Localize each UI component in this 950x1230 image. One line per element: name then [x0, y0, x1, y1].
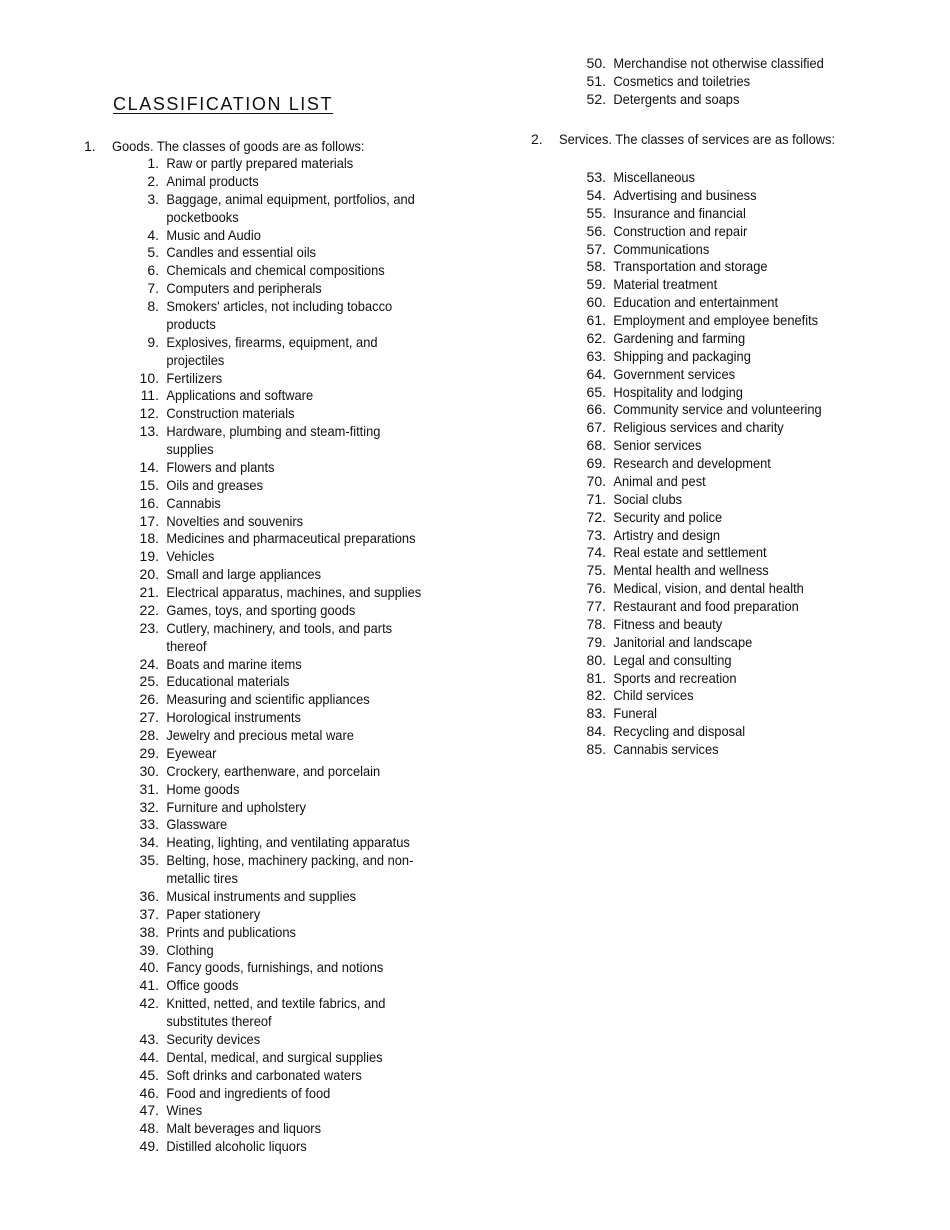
item-number: 72.	[586, 508, 606, 525]
item-label: Recycling and disposal	[613, 723, 746, 740]
list-item	[131, 1049, 444, 1067]
item-label: Senior services	[613, 437, 702, 454]
item-label: Detergents and soaps	[613, 90, 740, 107]
item-number: 85.	[586, 741, 606, 757]
list-item	[578, 687, 840, 705]
item-label: Animal and pest	[613, 472, 706, 489]
item-number: 29.	[139, 744, 159, 761]
goods-list-continued	[578, 55, 843, 109]
item-label: Novelties and souvenirs	[166, 512, 304, 529]
item-number: 37.	[139, 905, 159, 922]
section-number: 2.	[531, 131, 543, 147]
item-label: Insurance and financial	[613, 204, 746, 221]
item-number: 68.	[586, 437, 606, 454]
item-label: Security and police	[613, 508, 723, 525]
item-label: Measuring and scientific appliances	[166, 691, 370, 708]
item-label: Social clubs	[613, 490, 683, 507]
list-item	[578, 169, 840, 187]
list-item	[131, 691, 444, 709]
item-label: Government services	[613, 365, 736, 382]
list-item	[131, 244, 444, 262]
item-label: Chemicals and chemical compositions	[166, 262, 385, 279]
item-number: 23.	[139, 619, 159, 636]
item-number: 63.	[586, 347, 606, 364]
item-number: 52.	[586, 90, 606, 107]
item-number: 74.	[586, 544, 606, 561]
item-number: 65.	[586, 383, 606, 400]
item-label: Cutlery, machinery, and tools, and parts thereof	[166, 619, 393, 654]
item-label: Communications	[613, 240, 710, 257]
item-label: Construction and repair	[613, 222, 748, 239]
list-item	[578, 491, 840, 509]
item-label: Music and Audio	[166, 226, 261, 243]
list-item	[131, 656, 444, 674]
list-item	[131, 477, 444, 495]
item-label: Distilled alcoholic liquors	[166, 1138, 307, 1155]
section-heading: Services. The classes of services are as follows:	[559, 131, 836, 147]
list-item	[578, 616, 840, 634]
item-label: Material treatment	[613, 276, 718, 293]
list-item	[578, 527, 840, 545]
list-item	[131, 495, 444, 513]
list-item	[131, 1067, 444, 1085]
list-item	[131, 620, 444, 656]
item-label: Research and development	[613, 455, 771, 471]
section-number: 1.	[84, 138, 96, 154]
item-number: 5.	[147, 244, 159, 261]
item-number: 56.	[586, 222, 606, 239]
item-label: Belting, hose, machinery packing, and non- metallic tires	[166, 852, 414, 886]
item-number: 80.	[586, 651, 606, 668]
list-item	[131, 816, 444, 834]
item-label: Religious services and charity	[613, 419, 784, 436]
list-item	[131, 459, 444, 477]
item-label: Legal and consulting	[613, 651, 732, 668]
list-item	[578, 366, 840, 384]
item-number: 45.	[139, 1066, 159, 1083]
item-number: 58.	[586, 258, 606, 275]
item-number: 69.	[586, 455, 606, 471]
item-number: 24.	[139, 655, 159, 672]
list-item	[131, 924, 444, 942]
item-label: Artistry and design	[613, 526, 721, 543]
services-list	[578, 169, 840, 759]
item-number: 25.	[139, 673, 159, 690]
list-item	[131, 405, 444, 423]
item-number: 14.	[139, 458, 159, 475]
item-number: 15.	[139, 476, 159, 493]
item-number: 49.	[139, 1138, 159, 1155]
item-number: 20.	[139, 566, 159, 583]
item-number: 76.	[586, 580, 606, 597]
item-label: Gardening and farming	[613, 329, 746, 346]
item-label: Cannabis	[166, 494, 221, 511]
item-label: Home goods	[166, 780, 240, 797]
item-number: 83.	[586, 705, 606, 722]
list-item	[578, 598, 840, 616]
item-label: Baggage, animal equipment, portfolios, and pocketbooks	[166, 190, 415, 225]
item-label: Vehicles	[166, 548, 215, 565]
item-label: Raw or partly prepared materials	[166, 155, 354, 171]
list-item	[578, 384, 840, 402]
item-label: Office goods	[166, 977, 239, 994]
item-number: 84.	[586, 723, 606, 740]
item-label: Mental health and wellness	[613, 562, 769, 579]
list-item	[578, 473, 840, 491]
list-item	[131, 852, 444, 888]
item-label: Child services	[613, 687, 694, 704]
item-label: Paper stationery	[166, 905, 261, 922]
item-label: Education and entertainment	[613, 294, 779, 311]
item-number: 43.	[139, 1030, 159, 1047]
list-item	[131, 566, 444, 584]
item-label: Dental, medical, and surgical supplies	[166, 1048, 383, 1065]
item-label: Advertising and business	[613, 186, 757, 203]
item-label: Animal products	[166, 172, 259, 189]
list-item	[131, 977, 444, 995]
list-item	[578, 562, 840, 580]
list-item	[578, 205, 840, 223]
list-item	[131, 334, 444, 370]
item-label: Flowers and plants	[166, 458, 275, 475]
item-number: 36.	[139, 887, 159, 904]
item-label: Eyewear	[166, 744, 217, 761]
item-number: 19.	[139, 548, 159, 565]
list-item	[131, 298, 444, 334]
item-label: Security devices	[166, 1030, 261, 1047]
item-number: 42.	[139, 995, 159, 1012]
item-label: Electrical apparatus, machines, and supplies	[166, 584, 422, 600]
item-number: 77.	[586, 598, 606, 614]
list-item	[131, 227, 444, 245]
item-number: 32.	[139, 798, 159, 815]
list-item	[131, 370, 444, 388]
list-item	[578, 741, 840, 759]
item-number: 34.	[139, 834, 159, 851]
item-label: Knitted, netted, and textile fabrics, and substitutes thereof	[166, 995, 386, 1029]
list-item	[578, 509, 840, 527]
item-number: 67.	[586, 419, 606, 436]
item-label: Medicines and pharmaceutical preparations	[166, 530, 416, 547]
list-item	[131, 959, 444, 977]
goods-section-heading	[84, 137, 386, 155]
item-number: 50.	[586, 55, 606, 71]
item-label: Fertilizers	[166, 369, 223, 386]
item-number: 59.	[586, 276, 606, 293]
item-number: 10.	[139, 369, 159, 386]
list-item	[131, 513, 444, 531]
list-item	[578, 580, 840, 598]
item-number: 82.	[586, 687, 606, 704]
list-item	[131, 584, 444, 602]
list-item	[578, 348, 840, 366]
list-item	[578, 241, 840, 259]
list-item	[131, 709, 444, 727]
item-number: 2.	[147, 172, 159, 189]
item-label: Musical instruments and supplies	[166, 887, 357, 904]
item-number: 75.	[586, 562, 606, 579]
item-number: 55.	[586, 204, 606, 221]
item-number: 47.	[139, 1102, 159, 1119]
list-item	[131, 727, 444, 745]
item-number: 51.	[586, 72, 606, 89]
list-item	[578, 652, 840, 670]
item-number: 16.	[139, 494, 159, 511]
list-item	[578, 55, 843, 73]
list-item	[578, 455, 840, 473]
item-number: 40.	[139, 959, 159, 976]
list-item	[131, 173, 444, 191]
item-label: Funeral	[613, 705, 658, 722]
list-item	[578, 544, 840, 562]
item-number: 30.	[139, 762, 159, 779]
item-number: 12.	[139, 405, 159, 422]
item-number: 81.	[586, 669, 606, 686]
item-number: 35.	[139, 852, 159, 869]
list-item	[131, 1031, 444, 1049]
list-item	[131, 673, 444, 691]
list-item	[131, 423, 444, 459]
list-item	[131, 1138, 444, 1156]
list-item	[578, 330, 840, 348]
item-number: 39.	[139, 941, 159, 958]
item-number: 62.	[586, 329, 606, 346]
list-item	[131, 1120, 444, 1138]
list-item	[578, 419, 840, 437]
list-item	[131, 1102, 444, 1120]
list-item	[578, 223, 840, 241]
list-item	[578, 187, 840, 205]
item-number: 44.	[139, 1048, 159, 1065]
item-number: 54.	[586, 186, 606, 203]
goods-list	[131, 155, 444, 1156]
item-number: 33.	[139, 816, 159, 833]
item-number: 66.	[586, 401, 606, 418]
list-item	[131, 763, 444, 781]
item-label: Heating, lighting, and ventilating apparatus	[166, 834, 410, 851]
item-label: Computers and peripherals	[166, 280, 322, 297]
item-number: 41.	[139, 977, 159, 994]
item-number: 18.	[139, 530, 159, 547]
item-label: Merchandise not otherwise classified	[613, 55, 824, 71]
list-item	[131, 888, 444, 906]
list-item	[131, 781, 444, 799]
item-label: Malt beverages and liquors	[166, 1120, 322, 1137]
list-item	[578, 258, 840, 276]
list-item	[131, 799, 444, 817]
item-number: 7.	[147, 280, 159, 297]
item-number: 9.	[147, 333, 159, 350]
list-item	[578, 294, 840, 312]
item-label: Sports and recreation	[613, 669, 737, 686]
item-label: Cosmetics and toiletries	[613, 72, 751, 89]
item-label: Miscellaneous	[613, 169, 695, 185]
item-number: 4.	[147, 226, 159, 243]
item-label: Horological instruments	[166, 709, 301, 726]
list-item	[131, 834, 444, 852]
item-label: Oils and greases	[166, 476, 264, 493]
item-number: 70.	[586, 472, 606, 489]
list-item	[578, 401, 840, 419]
list-item	[578, 670, 840, 688]
list-item	[131, 602, 444, 620]
list-item	[131, 995, 444, 1031]
item-number: 1.	[147, 155, 159, 171]
item-label: Food and ingredients of food	[166, 1084, 331, 1101]
item-label: Candles and essential oils	[166, 244, 317, 261]
item-label: Janitorial and landscape	[613, 633, 753, 650]
item-label: Wines	[166, 1102, 203, 1119]
item-label: Clothing	[166, 941, 214, 958]
item-label: Shipping and packaging	[613, 347, 751, 364]
item-label: Glassware	[166, 816, 228, 833]
list-item	[131, 262, 444, 280]
item-label: Community service and volunteering	[613, 401, 822, 418]
item-label: Crockery, earthenware, and porcelain	[166, 762, 381, 779]
list-item	[578, 312, 840, 330]
list-item	[578, 91, 843, 109]
item-number: 13.	[139, 423, 159, 440]
item-number: 31.	[139, 780, 159, 797]
item-number: 8.	[147, 298, 159, 314]
item-label: Boats and marine items	[166, 655, 302, 672]
item-label: Furniture and upholstery	[166, 798, 306, 815]
item-number: 3.	[147, 190, 159, 207]
item-label: Educational materials	[166, 673, 290, 690]
item-label: Jewelry and precious metal ware	[166, 727, 354, 743]
item-label: Fitness and beauty	[613, 615, 723, 632]
list-item	[131, 942, 444, 960]
item-number: 6.	[147, 262, 159, 279]
item-label: Restaurant and food preparation	[613, 598, 799, 614]
item-label: Transportation and storage	[613, 258, 768, 275]
list-item	[131, 387, 444, 405]
list-item	[131, 1085, 444, 1103]
item-label: Employment and employee benefits	[613, 312, 819, 328]
list-item	[578, 73, 843, 91]
item-number: 48.	[139, 1120, 159, 1137]
item-number: 38.	[139, 923, 159, 940]
item-number: 22.	[139, 601, 159, 618]
item-label: Applications and software	[166, 387, 314, 404]
list-item	[578, 705, 840, 723]
list-item	[131, 548, 444, 566]
list-item	[131, 155, 444, 173]
page-title: CLASSIFICATION LIST	[113, 94, 334, 114]
item-number: 61.	[586, 312, 606, 328]
item-number: 78.	[586, 615, 606, 632]
section-heading: Goods. The classes of goods are as follows:	[112, 138, 365, 154]
item-number: 17.	[139, 512, 159, 529]
item-number: 28.	[139, 727, 159, 743]
item-number: 53.	[586, 169, 606, 185]
item-label: Hospitality and lodging	[613, 383, 743, 400]
item-number: 64.	[586, 365, 606, 382]
list-item	[578, 634, 840, 652]
list-item	[131, 280, 444, 298]
item-label: Construction materials	[166, 405, 295, 422]
item-number: 73.	[586, 526, 606, 543]
item-label: Games, toys, and sporting goods	[166, 601, 356, 618]
item-label: Prints and publications	[166, 923, 296, 940]
item-number: 57.	[586, 240, 606, 257]
item-label: Hardware, plumbing and steam-fitting supplies	[166, 423, 381, 457]
list-item	[131, 530, 444, 548]
item-number: 26.	[139, 691, 159, 708]
item-number: 60.	[586, 294, 606, 311]
item-label: Cannabis services	[613, 741, 719, 757]
item-label: Real estate and settlement	[613, 544, 767, 561]
item-number: 79.	[586, 633, 606, 650]
item-number: 11.	[140, 387, 159, 404]
list-item	[578, 437, 840, 455]
item-label: Small and large appliances	[166, 566, 322, 583]
list-item	[578, 276, 840, 294]
item-label: Smokers' articles, not including tobacco products	[166, 298, 393, 332]
item-number: 27.	[139, 709, 159, 726]
item-number: 71.	[586, 490, 606, 507]
list-item	[131, 745, 444, 763]
list-item	[131, 191, 444, 227]
item-label: Soft drinks and carbonated waters	[166, 1066, 362, 1083]
item-label: Explosives, firearms, equipment, and projectiles	[166, 333, 378, 368]
services-section-heading	[531, 130, 859, 148]
item-number: 21.	[139, 584, 159, 600]
list-item	[131, 906, 444, 924]
item-label: Fancy goods, furnishings, and notions	[166, 959, 384, 976]
item-number: 46.	[139, 1084, 159, 1101]
list-item	[578, 723, 840, 741]
item-label: Medical, vision, and dental health	[613, 580, 804, 597]
